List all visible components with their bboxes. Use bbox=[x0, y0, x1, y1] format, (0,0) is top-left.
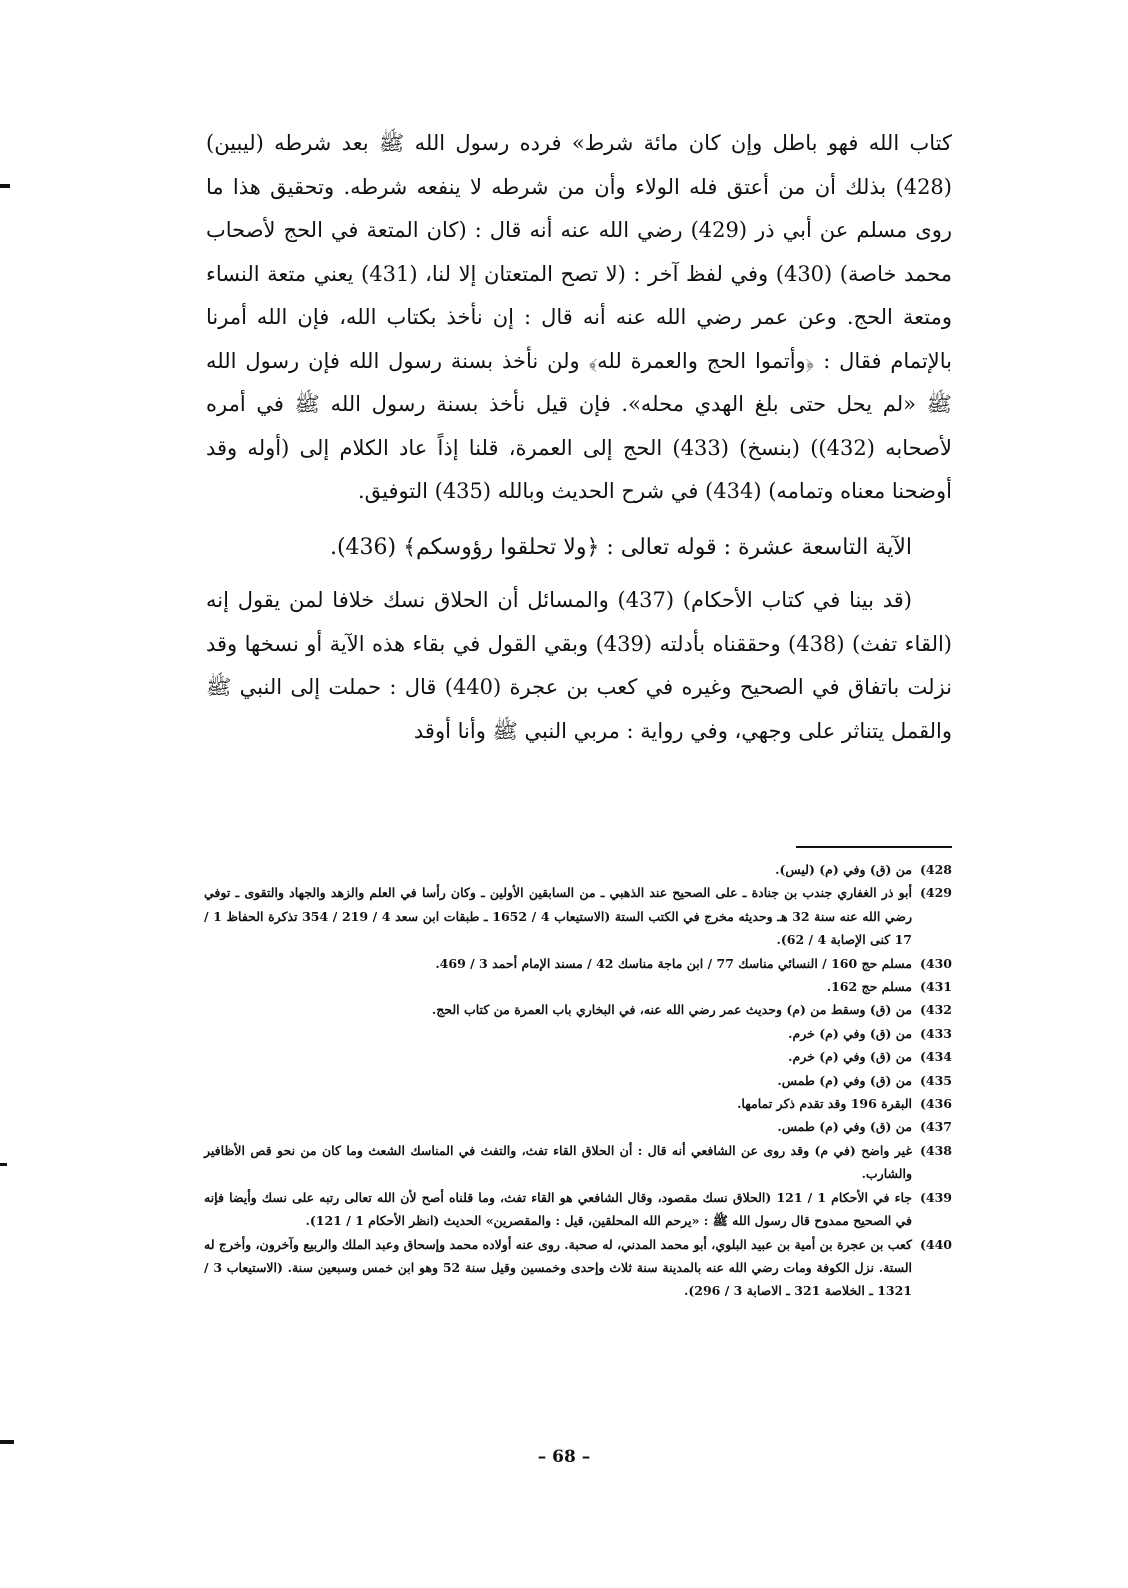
footnotes bbox=[204, 858, 952, 1303]
footnote bbox=[204, 1045, 952, 1068]
footnote-number: 439) bbox=[919, 1189, 952, 1205]
scan-margin-mark bbox=[0, 1440, 14, 1444]
footnote bbox=[204, 1233, 952, 1303]
footnote bbox=[204, 881, 952, 951]
footnote-text: غير واضح (في م) وقد روى عن الشافعي أنه قال : أن الحلاق القاء تفث، والتفث في المناسك الشعث وما كان من نحو قص الأظافير والشارب. bbox=[204, 1142, 912, 1182]
footnote-text: كعب بن عجرة بن أمية بن عبيد البلوي، أبو محمد المدني، له صحبة. روى عنه أولاده محمد وإسحاق وعبد الملك والربيع وآخرون، وأخرج له الستة. نزل الكوفة ومات رضي الله عنه بالمدينة سنة ثلاث وإحدى وخمسين وقيل سنة 52 وهو ابن خمس وسبعين سنة. (الاستيعاب 3 / 1321 ـ الخلاصة 321 ـ الاصابة 3 / 296). bbox=[204, 1236, 912, 1299]
footnote-number: 440) bbox=[919, 1236, 952, 1252]
footnote bbox=[204, 1069, 952, 1092]
footnote bbox=[204, 952, 952, 975]
footnote-text: مسلم حج 162. bbox=[826, 979, 912, 995]
footnote-text: جاء في الأحكام 1 / 121 (الحلاق نسك مقصود، وقال الشافعي هو القاء تفث، وما قلناه أصح لأن الله تعالى رتبه على نسك وأيضا فإنه في الصحيح ممدوح قال رسول الله ﷺ : «يرحم الله المحلقين، قيل : والمقصرين» الحديث (انظر الأحكام 1 / 121). bbox=[204, 1189, 912, 1229]
footnote-separator bbox=[796, 846, 952, 848]
footnote-number: 435) bbox=[919, 1072, 952, 1088]
footnote-number: 430) bbox=[919, 955, 952, 971]
footnote-number: 432) bbox=[919, 1002, 952, 1018]
footnote-number: 438) bbox=[919, 1142, 952, 1158]
scan-margin-mark bbox=[0, 1163, 7, 1166]
body-paragraph: (قد بينا في كتاب الأحكام) (437) والمسائل أن الحلاق نسك خلافا لمن يقول إنه (القاء تفث) (438) وحققناه بأدلته (439) وبقي القول في بقاء هذه الآية أو نسخها وقد نزلت باتفاق في الصحيح وغيره في كعب بن عجرة (440) قال : حملت إلى النبي ﷺ والقمل يتناثر على وجهي، وفي رواية : مربي النبي ﷺ وأنا أوقد bbox=[206, 588, 952, 743]
footnote-text: من (ق) وفي (م) خرم. bbox=[788, 1049, 912, 1065]
footnote-number: 437) bbox=[919, 1119, 952, 1135]
footnote-text: مسلم حج 160 / النسائي مناسك 77 / ابن ماجة مناسك 42 / مسند الإمام أحمد 3 / 469. bbox=[435, 955, 912, 971]
footnote bbox=[204, 1115, 952, 1138]
main-text bbox=[206, 122, 952, 753]
footnote-text: من (ق) وسقط من (م) وحديث عمر رضي الله عنه، في البخاري باب العمرة من كتاب الحج. bbox=[431, 1002, 912, 1018]
footnote-number: 433) bbox=[919, 1025, 952, 1041]
verse-heading: الآية التاسعة عشرة : قوله تعالى : ﴿ولا تحلقوا رؤوسكم﴾ (436). bbox=[329, 534, 912, 560]
footnote-text: من (ق) وفي (م) طمس. bbox=[777, 1072, 912, 1088]
footnote-number: 436) bbox=[919, 1096, 952, 1112]
scan-margin-mark bbox=[0, 184, 10, 188]
footnote-number: 428) bbox=[919, 862, 952, 877]
footnote-text: من (ق) وفي (م) خرم. bbox=[788, 1025, 912, 1041]
footnote bbox=[204, 1092, 952, 1115]
footnote bbox=[204, 1186, 952, 1233]
footnote-text: البقرة 196 وقد تقدم ذكر تمامها. bbox=[737, 1096, 912, 1112]
footnote-number: 434) bbox=[919, 1049, 952, 1065]
footnote bbox=[204, 1139, 952, 1186]
footnote bbox=[204, 858, 952, 881]
footnote bbox=[204, 1022, 952, 1045]
footnote-number: 429) bbox=[919, 885, 952, 901]
footnote-text: من (ق) وفي (م) (ليس). bbox=[775, 862, 912, 877]
footnote-number: 431) bbox=[919, 979, 952, 995]
page-number: – 68 – bbox=[537, 1447, 591, 1467]
footnote-text: أبو ذر الغفاري جندب بن جنادة ـ على الصحيح عند الذهبي ـ من السابقين الأولين ـ وكان رأسا في العلم والزهد والجهاد والتقوى ـ توفي رضي الله عنه سنة 32 هـ وحديثه مخرج في الكتب الستة (الاستيعاب 4 / 1652 ـ طبقات ابن سعد 4 / 219 / 354 تذكرة الحفاظ 1 / 17 كنى الإصابة 4 / 62). bbox=[204, 885, 912, 948]
footnote bbox=[204, 998, 952, 1021]
footnote bbox=[204, 975, 952, 998]
body-paragraph: كتاب الله فهو باطل وإن كان مائة شرط» فرده رسول الله ﷺ بعد شرطه (ليبين) (428) بذلك أن من أعتق فله الولاء وأن من شرطه لا ينفعه شرطه. وتحقيق هذا ما روى مسلم عن أبي ذر (429) رضي الله عنه أنه قال : (كان المتعة في الحج لأصحاب محمد خاصة) (430) وفي لفظ آخر : (لا تصح المتعتان إلا لنا، (431) يعني متعة النساء ومتعة الحج. وعن عمر رضي الله عنه أنه قال : إن نأخذ بكتاب الله، فإن الله أمرنا بالإتمام فقال : ﴿وأتموا الحج والعمرة لله﴾ ولن نأخذ بسنة رسول الله فإن رسول الله ﷺ «لم يحل حتى بلغ الهدي محله». فإن قيل نأخذ بسنة رسول الله ﷺ في أمره لأصحابه (432)) (بنسخ) (433) الحج إلى العمرة، قلنا إذاً عاد الكلام إلى (أوله وقد أوضحنا معناه وتمامه) (434) في شرح الحديث وبالله (435) التوفيق. bbox=[206, 131, 953, 503]
footnote-text: من (ق) وفي (م) طمس. bbox=[777, 1119, 912, 1135]
